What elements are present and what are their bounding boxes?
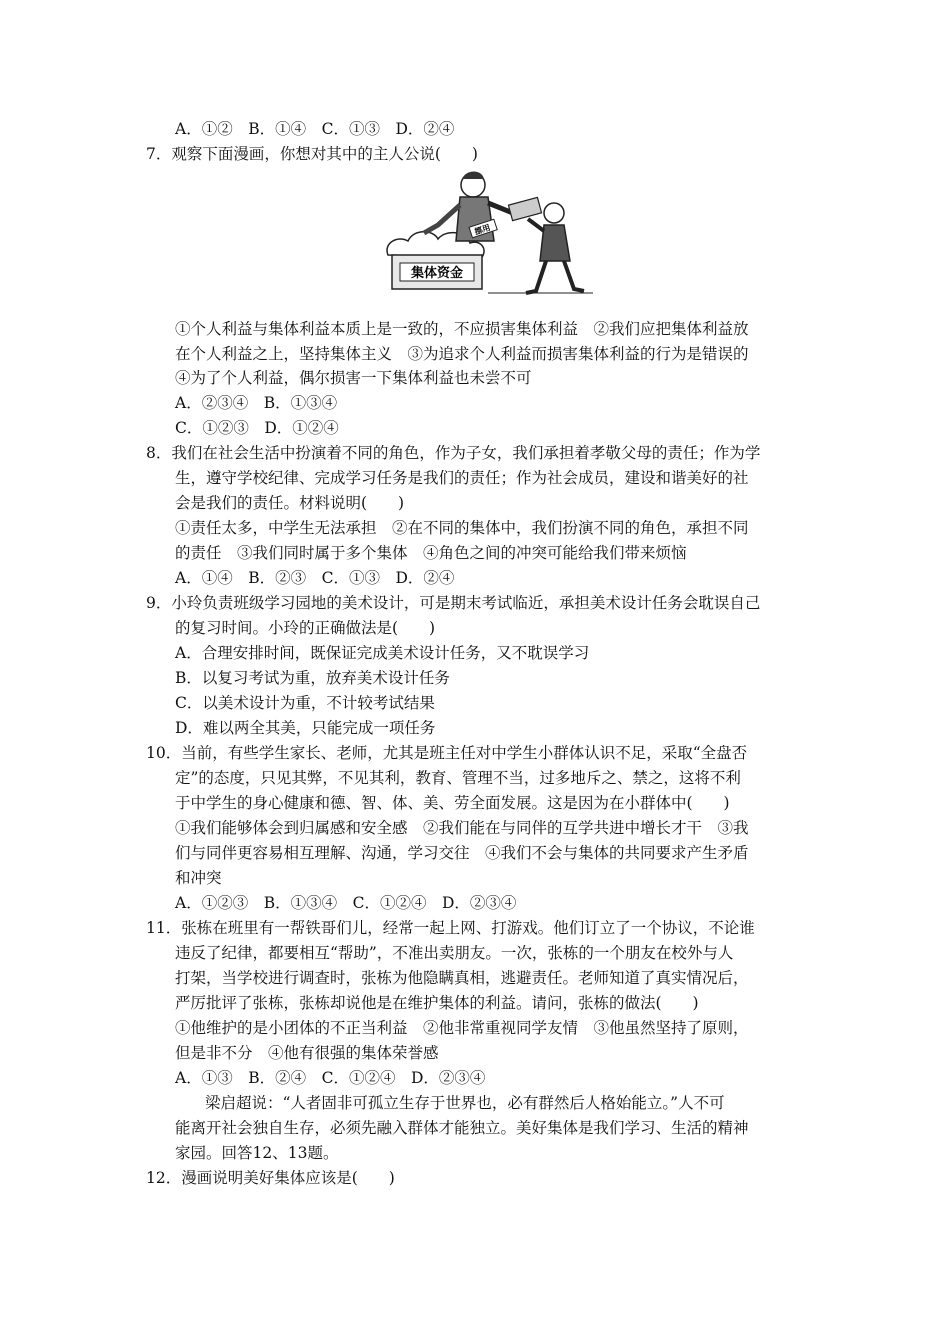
q8-stem-1: 8．我们在社会生活中扮演着不同的角色，作为子女，我们承担着孝敬父母的责任；作为学 bbox=[146, 444, 761, 462]
q11-stem-4: 严厉批评了张栋，张栋却说他是在维护集体的利益。请问，张栋的做法( ) bbox=[175, 994, 699, 1012]
q11-stem-2: 违反了纪律，都要相互“帮助”，不准出卖朋友。一次，张栋的一个朋友在校外与人 bbox=[175, 944, 734, 962]
passage-line-1: 梁启超说：“人者固非可孤立生存于世界也，必有群然后人格始能立。”人不可 bbox=[205, 1094, 725, 1112]
q8-statement-2: 的责任 ③我们同时属于多个集体 ④角色之间的冲突可能给我们带来烦恼 bbox=[175, 544, 687, 562]
q10-statement-1: ①我们能够体会到归属感和安全感 ②我们能在与同伴的互学共进中增长才干 ③我 bbox=[175, 819, 749, 837]
q7-stem: 7．观察下面漫画，你想对其中的主人公说( ) bbox=[146, 145, 478, 163]
passage-line-2: 能离开社会独自生存，必须先融入群体才能独立。美好集体是我们学习、生活的精神 bbox=[175, 1119, 749, 1137]
q8-stem-3: 会是我们的责任。材料说明( ) bbox=[175, 494, 405, 512]
q11-stem-1: 11．张栋在班里有一帮铁哥们儿，经常一起上网、打游戏。他们订立了一个协议，不论谁 bbox=[146, 919, 755, 937]
q8-statement-1: ①责任太多，中学生无法承担 ②在不同的集体中，我们扮演不同的角色，承担不同 bbox=[175, 519, 749, 537]
passage-line-3: 家园。回答12、13题。 bbox=[175, 1144, 339, 1162]
q9-option-c: C．以美术设计为重，不计较考试结果 bbox=[175, 694, 435, 712]
q11-statement-2: 但是非不分 ④他有很强的集体荣誉感 bbox=[175, 1044, 439, 1062]
q10-stem-3: 于中学生的身心健康和德、智、体、美、劳全面发展。这是因为在小群体中( ) bbox=[175, 794, 730, 812]
q7-options-1: A．②③④ B．①③④ bbox=[175, 394, 338, 412]
q9-option-a: A．合理安排时间，既保证完成美术设计任务，又不耽误学习 bbox=[175, 644, 590, 662]
q10-statement-2: 们与同伴更容易相互理解、沟通，学习交往 ④我们不会与集体的共同要求产生矛盾 bbox=[175, 844, 749, 862]
q11-statement-1: ①他维护的是小团体的不正当利益 ②他非常重视同学友情 ③他虽然坚持了原则， bbox=[175, 1019, 749, 1037]
q8-stem-2: 生，遵守学校纪律、完成学习任务是我们的责任；作为社会成员，建设和谐美好的社 bbox=[175, 469, 749, 487]
q9-option-b: B．以复习考试为重，放弃美术设计任务 bbox=[175, 669, 450, 687]
q7-statement-3: ④为了个人利益，偶尔损害一下集体利益也未尝不可 bbox=[175, 369, 532, 387]
q7-options-2: C．①②③ D．①②④ bbox=[175, 419, 339, 437]
q9-stem-1: 9．小玲负责班级学习园地的美术设计，可是期末考试临近，承担美术设计任务会耽误自己 bbox=[146, 594, 761, 612]
q11-stem-3: 打架，当学校进行调查时，张栋为他隐瞒真相，逃避责任。老师知道了真实情况后， bbox=[175, 969, 749, 987]
q10-statement-3: 和冲突 bbox=[175, 869, 222, 887]
tag-label: 挪用 bbox=[473, 222, 492, 237]
q10-stem-1: 10．当前，有些学生家长、老师，尤其是班主任对中学生小群体认识不足，采取“全盘否 bbox=[146, 744, 748, 762]
q9-option-d: D．难以两全其美，只能完成一项任务 bbox=[175, 719, 436, 737]
q10-options: A．①②③ B．①③④ C．①②④ D．②③④ bbox=[175, 894, 517, 912]
q12-stem: 12．漫画说明美好集体应该是( ) bbox=[146, 1169, 395, 1187]
fund-box-label: 集体资金 bbox=[410, 266, 464, 281]
q7-statement-1: ①个人利益与集体利益本质上是一致的，不应损害集体利益 ②我们应把集体利益放 bbox=[175, 320, 749, 338]
q8-options: A．①④ B．②③ C．①③ D．②④ bbox=[175, 569, 455, 587]
q6-options: A．①② B．①④ C．①③ D．②④ bbox=[175, 120, 455, 138]
q9-stem-2: 的复习时间。小玲的正确做法是( ) bbox=[175, 619, 436, 637]
q7-statement-2: 在个人利益之上，坚持集体主义 ③为追求个人利益而损害集体利益的行为是错误的 bbox=[175, 345, 749, 363]
cartoon-embezzlement bbox=[378, 163, 593, 298]
q10-stem-2: 定”的态度，只见其弊，不见其利，教育、管理不当，过多地斥之、禁之，这将不利 bbox=[175, 769, 741, 787]
q11-options: A．①③ B．②④ C．①②④ D．②③④ bbox=[175, 1069, 486, 1087]
